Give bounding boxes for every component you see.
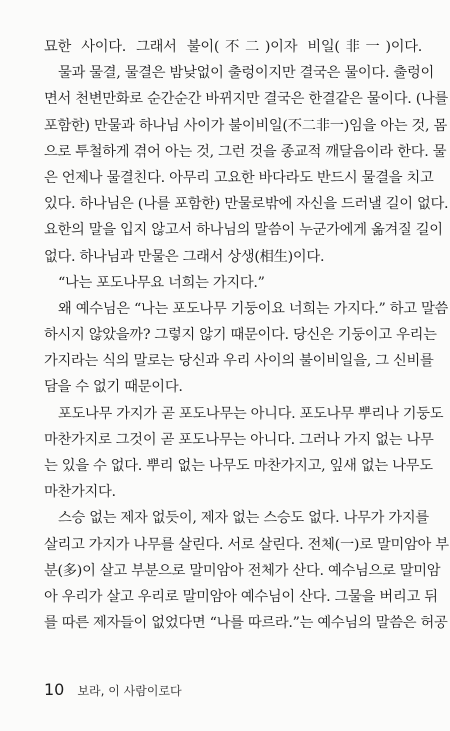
text-line: 를 따른 제자들이 없었다면 “나를 따르라.”는 예수님의 말씀은 허공 <box>44 615 448 632</box>
text-line: 아 우리가 살고 우리로 말미암아 예수님이 산다. 그물을 버리고 뒤 <box>44 588 438 605</box>
text-line: 하시지 않았을까? 그렇지 않기 때문이다. 당신은 기둥이고 우리는 <box>44 327 437 344</box>
text-line: 묘한 사이다. 그래서 불이(不二)이자 비일(非一)이다. <box>44 39 422 55</box>
text-line: 마찬가지다. <box>44 484 116 501</box>
text-line: 왜 예수님은 “나는 포도나무 기둥이요 너희는 가지다.” 하고 말씀 <box>58 300 448 317</box>
text-line: 포도나무 가지가 곧 포도나무는 아니다. 포도나무 뿌리나 기둥도 <box>58 405 444 422</box>
text-line: 물과 물결, 물결은 밤낮없이 출렁이지만 결국은 물이다. 출렁이 <box>58 65 434 82</box>
page-footer <box>44 680 182 699</box>
running-title: 보라, 이 사람이로다 <box>77 684 182 698</box>
text-line: 가지라는 식의 말로는 당신과 우리 사이의 불이비일을, 그 신비를 <box>44 353 434 370</box>
text-line: 은 언제나 물결친다. 아무리 고요한 바다라도 반드시 물결을 치고 <box>44 169 434 186</box>
text-line: 면서 천변만화로 순간순간 바뀌지만 결국은 한결같은 물이다. (나를 <box>44 91 449 108</box>
text-line: 포함한) 만물과 하나님 사이가 불이비일(不二非一)임을 아는 것, 몸 <box>44 117 448 134</box>
text-line: 담을 수 없기 때문이다. <box>44 379 183 396</box>
text-line: 살리고 가지가 나무를 살린다. 서로 살린다. 전체(一)로 말미암아 부 <box>44 536 449 553</box>
text-line: 있다. 하나님은 (나를 포함한) 만물로밖에 자신을 드러낼 길이 없다. <box>44 196 449 213</box>
text-line: 으로 투철하게 겪어 아는 것, 그런 것을 종교적 깨달음이라 한다. 물 <box>44 143 447 160</box>
page-number: 10 <box>44 680 65 699</box>
text-line: “나는 포도나무요 너희는 가지다.” <box>58 274 265 291</box>
text-line: 없다. 하나님과 만물은 그래서 상생(相生)이다. <box>44 248 325 265</box>
text-line: 분(多)이 살고 부분으로 말미암아 전체가 산다. 예수님으로 말미암 <box>44 562 441 579</box>
text-line: 는 있을 수 없다. 뿌리 없는 나무도 마찬가지고, 잎새 없는 나무도 <box>44 458 433 474</box>
body-text <box>44 34 449 636</box>
text-line: 마찬가지로 그것이 곧 포도나무는 아니다. 그러나 가지 없는 나무 <box>44 431 434 448</box>
text-line: 요한의 말을 입지 않고서 하나님의 말씀이 누군가에게 옮겨질 길이 <box>44 222 443 239</box>
text-line: 스승 없는 제자 없듯이, 제자 없는 스승도 없다. 나무가 가지를 <box>58 510 429 527</box>
